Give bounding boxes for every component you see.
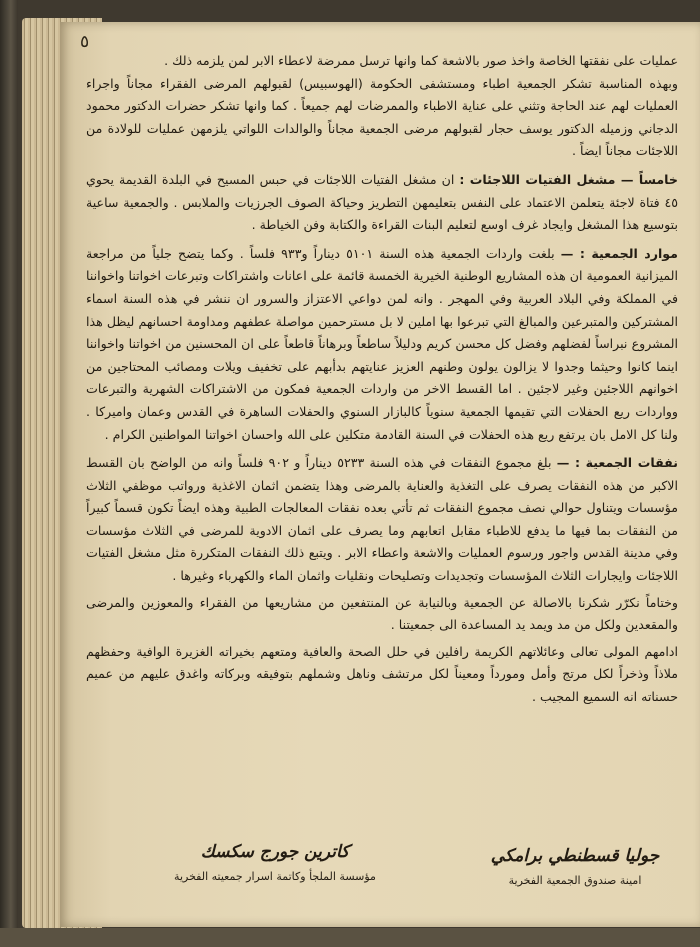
closing-paragraph: ادامهم المولى تعالى وعائلاتهم الكريمة رافلين في حلل الصحة والعافية ومتعهم بخيراته الغزيرة الوافية وحفظهم ملاذاً وذخراً لكل مرتج وأمل ومورداً ومعيناً لكل مرتشف وناهل وشملهم بتوفيقه وبركاته واغدق عليهم من عميم حسناته انه السميع المجيب . bbox=[86, 643, 678, 705]
book-bottom-edge bbox=[0, 928, 700, 947]
page-text bbox=[86, 50, 678, 709]
signature-name: كاترين جورج سكسك bbox=[200, 842, 350, 862]
section-heading: خامساً — مشغل الفتيات اللاجئات : bbox=[459, 171, 678, 187]
page-number: ٥ bbox=[80, 32, 90, 52]
section-expenses bbox=[86, 452, 678, 588]
signature-treasurer bbox=[470, 846, 680, 887]
section-heading: موارد الجمعية : — bbox=[560, 245, 678, 261]
signature-title: امينة صندوق الجمعية الفخرية bbox=[508, 874, 642, 887]
book-cover-edge bbox=[0, 0, 18, 947]
paragraph: وبهذه المناسبة تشكر الجمعية اطباء ومستشفى الحكومة (الهوسبيس) لقبولهم المرضى الفقراء مجاناً واجراء العمليات لهم عند الحاجة وتثني على عناية الاطباء والممرضات لهم جميعاً . كما وانها تشكر حضرات الدكتور محمود الدجاني وزميله الدكتور يوسف حجار لقبولهم مرضى الجمعية مجاناً والوالدات اللواتي يلزمهن عمليات للولادة من اللاجئات مجاناً ايضاً . bbox=[86, 75, 678, 159]
section-revenues bbox=[86, 243, 678, 446]
section-fifth-workshop bbox=[86, 169, 678, 237]
signature-name: جوليا قسطنطي برامكي bbox=[490, 846, 660, 866]
paragraph: عمليات على نفقتها الخاصة واخذ صور بالاشعة كما وانها ترسل ممرضة لاعطاء الابر لمن يلزمه ذلك . bbox=[164, 53, 678, 68]
signature-secretary bbox=[150, 842, 400, 883]
section-heading: نفقات الجمعية : — bbox=[556, 455, 678, 471]
section-body: ان مشغل الفتيات اللاجئات في حبس المسيح في البلدة القديمة يحوي ٤٥ فتاة لاجئة يتعلمن الاعتماد على النفس بتعليمهن التطريز وحياكة الصوف الجرزيات والملابس . والجمعية ساعية بتوسيع هذا المشغل وايجاد غرف اوسع لتعليم البنات القراءة والكتابة وفن الخياطة . bbox=[86, 171, 678, 233]
signature-title: مؤسسة الملجأ وكاتمة اسرار جمعيته الفخرية bbox=[174, 870, 376, 883]
section-body: بلغ مجموع النفقات في هذه السنة ٥٢٣٣ ديناراً و ٩٠٢ فلساً وانه من الواضح بان القسط الاكبر من هذه النفقات يصرف على التغذية والعناية بالمرضى وهذا يتضمن اثمان الاغذية ورواتب موظفي الثلاث مؤسسات ويتناول حوالي نصف مجموع النفقات ثم تأتي بعده نفقات المعالجات الطبية وهذه ايضاً تكون قسماً كبيراً من النفقات بما فيها ما يدفع للاطباء مقابل اتعابهم وما يصرف على اثمان الادوية للمرضى في الثلاث مؤسسات وفي مدينة القدس واجور ورسوم العمليات والاشعة واعطاء الابر . ويتبع ذلك النفقات المتكررة مثل مشغل الفتيات اللاجئات وايجارات الثلاث المؤسسات وتجديدات وتصليحات ونقليات واثمان الماء والكهرباء وغيرها . bbox=[86, 455, 678, 584]
closing-paragraph: وختاماً نكرّر شكرنا بالاصالة عن الجمعية وبالنيابة عن المنتفعين من مشاريعها من الفقراء والمعوزين والمرضى والمقعدين ولكل من مد ويمد يد المساعدة الى جمعيتنا . bbox=[86, 594, 678, 633]
section-body: بلغت واردات الجمعية هذه السنة ٥١٠١ ديناراً و٩٣٣ فلساً . وكما يتضح جلياً من مراجعة الميزانية العمومية ان هذه المشاريع الوطنية الخيرية الخمسة قائمة على اعانات واشتراكات وتبرعات اخواتنا واخواننا في المملكة وفي البلاد العربية وفي المهجر . وانه لمن دواعي الاعتزاز والسرور ان ننشر في هذه السنة اسماء المشتركين والمتبرعين والمبالغ التي تبرعوا بها املين لا بل مسترحمين مواصلة عطفهم ومداومة احسانهم ليظل هذا المشروع نبراساً لفضلهم وفضل كل محسن كريم ودليلاً ساطعاً وبرهاناً قاطعاً على ان المحسنين من اخواتنا واخواننا اينما كانوا وحيثما وجدوا لا يزالون يولون وطنهم العزيز عنايتهم بدأبهم على تخفيف ويلات ومصائب المحتاجين من اخوانهم اللاجئين وغير لاجئين . اما القسط الاخر من واردات الجمعية فمكون من الاشتراكات الشهرية والتبرعات وواردات ريع الحفلات التي تقيمها الجمعية سنوياً كالبازار السنوي والحفلات الساهرة في القدس وعمان واميركا . ولنا كل الامل بان يرتفع ريع هذه الحفلات في السنة القادمة متكلين على الله واحسان اخواتنا المواطنين الكرام . bbox=[86, 245, 678, 442]
